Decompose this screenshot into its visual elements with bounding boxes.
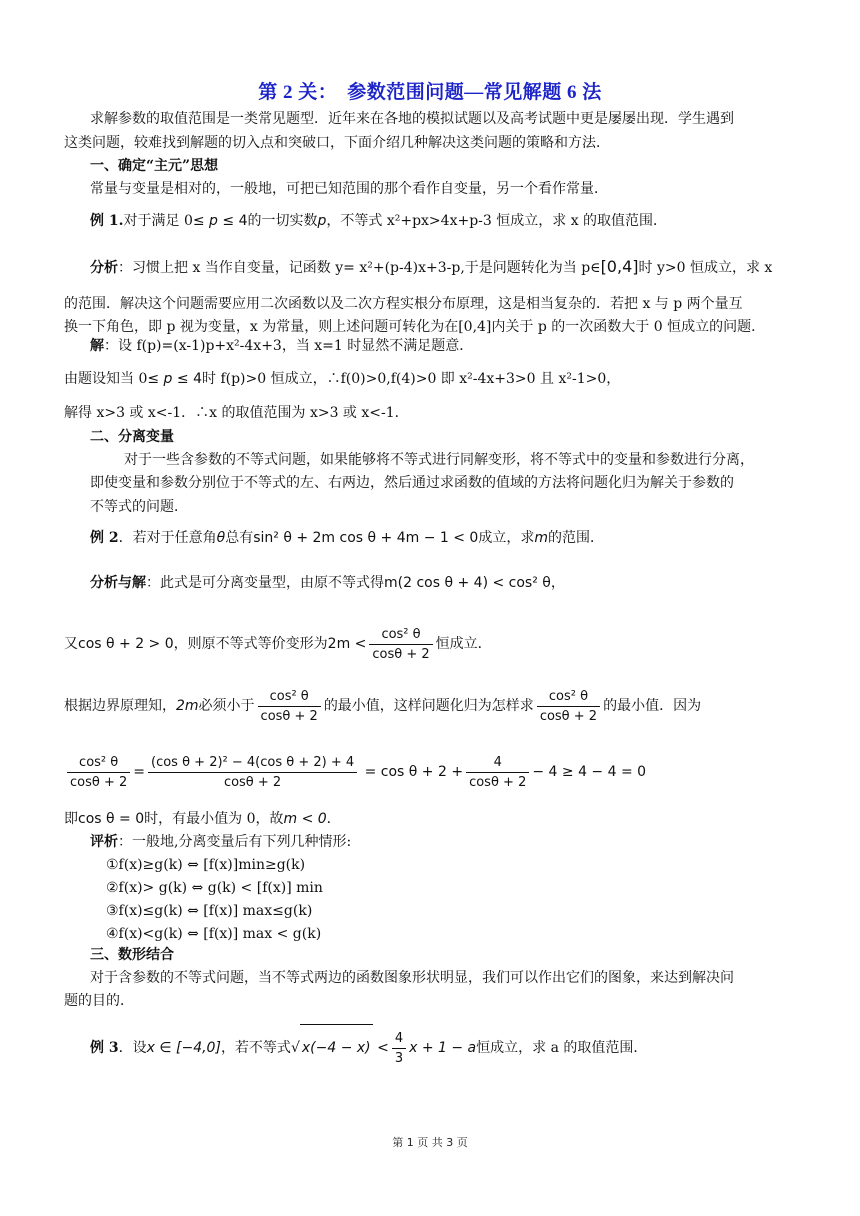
solution-text: 时 f(p)>0 恒成立，∴f(0)>0,f(4)>0 即 x²-4x+3>0 且 x²-1>0，: [202, 371, 621, 387]
intro-line-1: 求解参数的取值范围是一类常见题型．近年来在各地的模拟试题以及高考试题中更是屡屡出现．学生遇到: [90, 111, 734, 127]
text: 根据边界原理知，: [64, 698, 176, 714]
example-2-label: 例 2: [90, 530, 119, 546]
page-title: 第 2 关： 参数范围问题—常见解题 6 法: [258, 82, 602, 103]
boundary-principle-line: [64, 684, 701, 728]
bound-4: 4: [193, 371, 202, 387]
fraction: [67, 754, 130, 791]
solution-text: ：设 f(p)=(x-1)p+x²-4x+3，当 x=1 时显然不满足题意．: [104, 338, 474, 354]
analysis-text: ：习惯上把 x 当作自变量，记函数 y= x²+(p-4)x+3-p,于是问题转化为当 p∈: [118, 260, 601, 276]
solution-label: 解: [90, 338, 104, 354]
example-3: [90, 1024, 647, 1071]
fraction-denominator: cosθ + 2: [223, 774, 282, 790]
example-2-text: 的范围．: [547, 530, 604, 546]
case-item: ③f(x)≤g(k) ⇔ [f(x)] max≤g(k): [106, 903, 313, 919]
text: 恒成立．: [435, 636, 492, 652]
example-2-text: 总有: [225, 530, 254, 546]
rhs-expr: x + 1 − a: [409, 1040, 477, 1056]
var-p: p: [163, 371, 173, 387]
text: ，则原不等式等价变形为: [173, 636, 328, 652]
var-p: p: [317, 213, 327, 229]
fraction: [369, 626, 432, 663]
example-2: [90, 529, 604, 547]
fraction-numerator: cos² θ: [369, 626, 432, 645]
example-1-text: ，不等式 x²+px>4x+p-3 恒成立，求 x 的取值范围．: [326, 213, 668, 229]
fraction-numerator: 4: [466, 754, 529, 773]
fraction: [466, 754, 529, 791]
example-2-text: 成立，求: [478, 530, 535, 546]
leq-symbol: ≤: [172, 371, 194, 387]
fraction-4-3: [392, 1030, 406, 1067]
fraction-numerator: cos² θ: [537, 688, 600, 707]
less-than: <: [377, 1040, 389, 1056]
fraction: [537, 688, 600, 725]
rhs-expr: = cos θ + 2 +: [364, 764, 464, 780]
expr-2m: 2m: [176, 698, 199, 714]
page-footer: 第 1 页 共 3 页: [392, 1136, 468, 1149]
result-m: m < 0: [283, 811, 327, 827]
s2-paragraph-line-2: 即使变量和参数分别位于不等式的左、右两边，然后通过求函数的值域的方法将问题化归为解关于参数的: [90, 475, 734, 491]
example-3-text: ，若不等式: [220, 1040, 291, 1056]
analysis-text: 时 y>0 恒成立，求 x: [638, 260, 773, 276]
analysis-1-line-2: 的范围．解决这个问题需要应用二次函数以及二次方程实根分布原理，这是相当复杂的．若把 x 与 p 两个量互: [64, 296, 743, 312]
fraction-denominator: cosθ + 2: [469, 774, 527, 790]
s1-paragraph: 常量与变量是相对的，一般地，可把已知范围的那个看作自变量，另一个看作常量．: [90, 181, 608, 197]
condition-expr: cos θ + 2 > 0: [78, 636, 174, 652]
analysis-text: ，: [550, 575, 565, 591]
text: 时，有最小值为 0，故: [144, 811, 284, 827]
fraction-denominator: 3: [394, 1050, 404, 1066]
case-item: ④f(x)<g(k) ⇔ [f(x)] max < g(k): [106, 926, 322, 942]
sqrt-sign: √: [290, 1040, 300, 1056]
equivalent-form-line: [64, 622, 492, 666]
solution-1-line-2: [64, 370, 620, 388]
comment-text: ：一般地,分离变量后有下列几种情形:: [118, 834, 352, 850]
equals-sign: =: [133, 764, 145, 780]
solution-1-line-1: [90, 337, 473, 355]
comment: [90, 833, 351, 851]
rhs-expr: − 4 ≥ 4 − 4 = 0: [532, 764, 647, 780]
analysis-2: [90, 574, 565, 592]
fraction-denominator: cosθ + 2: [539, 708, 598, 724]
section-3-heading: 三、数形结合: [90, 947, 174, 963]
solution-1-line-3: 解得 x>3 或 x<-1．∴x 的取值范围为 x>3 或 x<-1．: [64, 405, 409, 421]
separated-inequality: m(2 cos θ + 4) < cos² θ: [384, 575, 551, 591]
text: 又: [64, 636, 78, 652]
leq-symbol: ≤: [217, 213, 239, 229]
example-1: [90, 212, 667, 230]
example-3-label: 例 3: [90, 1040, 119, 1056]
fraction-numerator: cos² θ: [258, 688, 321, 707]
text: 即: [64, 811, 78, 827]
intro-line-2: 这类问题，较难找到解题的切入点和突破口，下面介绍几种解决这类问题的策略和方法．: [64, 135, 610, 151]
text: 的最小值．因为: [603, 698, 702, 714]
example-2-inequality: sin² θ + 2m cos θ + 4m − 1 < 0: [253, 530, 479, 546]
analysis-label: 分析与解: [90, 575, 146, 591]
analysis-text: ：此式是可分离变量型，由原不等式得: [146, 575, 384, 591]
comment-label: 评析: [90, 834, 118, 850]
example-3-text: ．设: [118, 1040, 147, 1056]
text: 的最小值，这样问题化归为怎样求: [323, 698, 534, 714]
analysis-label: 分析: [90, 260, 118, 276]
s3-paragraph-line-2: 题的目的．: [64, 993, 134, 1009]
fraction-numerator: (cos θ + 2)² − 4(cos θ + 2) + 4: [148, 754, 357, 773]
domain-expr: x ∈ [−4,0]: [146, 1040, 221, 1056]
text: ．: [326, 811, 341, 827]
fraction: [258, 688, 321, 725]
lhs-2m: 2m <: [327, 636, 367, 652]
interval-0-4: [0,4]: [600, 257, 639, 276]
bound-4: 4: [238, 213, 248, 229]
conclusion-2: [64, 810, 341, 828]
fraction: [148, 754, 357, 791]
leq-symbol: ≤: [192, 213, 210, 229]
fraction-denominator: cosθ + 2: [372, 646, 430, 662]
case-item: ②f(x)> g(k) ⇔ g(k) < [f(x)] min: [106, 880, 323, 896]
condition-expr: cos θ = 0: [78, 811, 145, 827]
fraction-numerator: 4: [392, 1030, 406, 1049]
s2-paragraph-line-1: 对于一些含参数的不等式问题，如果能够将不等式进行同解变形，将不等式中的变量和参数进行分离，: [124, 452, 754, 468]
theta-symbol: θ: [216, 530, 226, 546]
example-1-label: 例 1.: [90, 213, 124, 229]
case-item: ①f(x)≥g(k) ⇔ [f(x)]min≥g(k): [106, 857, 306, 873]
solution-text: 由题设知当 0: [64, 371, 148, 387]
section-1-heading: 一、确定“主元”思想: [90, 158, 219, 174]
var-m: m: [534, 530, 548, 546]
section-2-heading: 二、分离变量: [90, 429, 174, 445]
var-p: p: [209, 213, 218, 229]
example-2-text: ．若对于任意角: [118, 530, 217, 546]
fraction-denominator: cosθ + 2: [70, 774, 128, 790]
text: 必须小于: [198, 698, 255, 714]
derivation-equation: [64, 749, 646, 795]
example-3-text: 恒成立，求 a 的取值范围．: [476, 1040, 648, 1056]
analysis-1-line-1: [90, 258, 772, 277]
leq-symbol: ≤: [147, 371, 164, 387]
s2-paragraph-line-3: 不等式的问题．: [90, 499, 188, 515]
analysis-1-line-3: 换一下角色，即 p 视为变量，x 为常量，则上述问题可转化为在[0,4]内关于 p 的一次函数大于 0 恒成立的问题．: [64, 319, 766, 335]
s3-paragraph-line-1: 对于含参数的不等式问题，当不等式两边的函数图象形状明显，我们可以作出它们的图象，来达到解决问: [90, 970, 734, 986]
fraction-denominator: cosθ + 2: [260, 708, 318, 724]
sqrt-radicand: x(−4 − x): [300, 1024, 373, 1071]
example-1-text: 的一切实数: [247, 213, 318, 229]
example-1-text: 对于满足 0: [123, 213, 193, 229]
fraction-numerator: cos² θ: [67, 754, 130, 773]
